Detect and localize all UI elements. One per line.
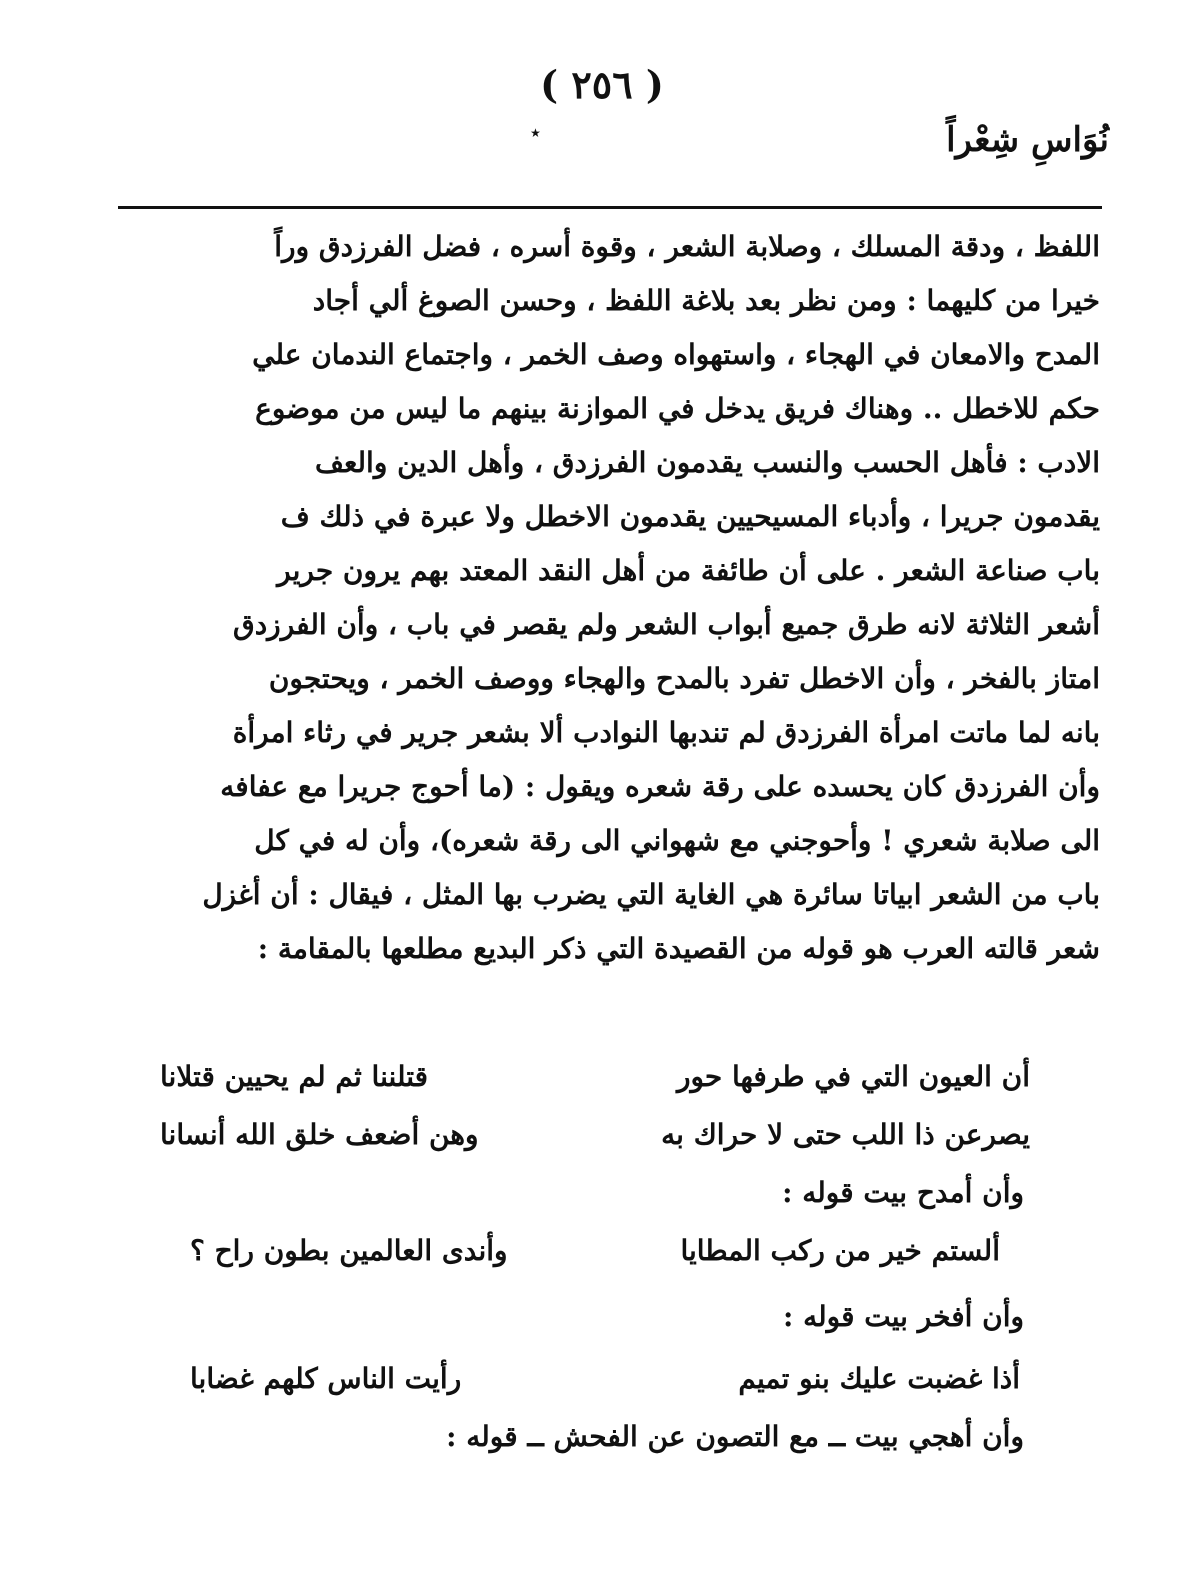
paragraph-line: خيرا من كليهما : ومن نظر بعد بلاغة اللفظ ، وحسن الصوغ ألي أجاد [312,284,1100,317]
header-mark: ٭ [530,120,541,144]
verse-first-hemistich: أن العيون التي في طرفها حور [676,1060,1030,1093]
paragraph-line: باب من الشعر ابياتا سائرة هي الغاية التي يضرب بها المثل ، فيقال : أن أغزل [202,878,1100,911]
paragraph-line: يقدمون جريرا ، وأدباء المسيحيين يقدمون الاخطل ولا عبرة في ذلك ف [280,500,1100,533]
header-rule [118,206,1102,209]
paragraph-line: بانه لما ماتت امرأة الفرزدق لم تندبها النوادب ألا بشعر جرير في رثاء امرأة [232,716,1100,749]
verse-3 [190,1234,1000,1284]
verse-first-hemistich: أذا غضبت عليك بنو تميم [738,1362,1020,1395]
intro-line-2: وأن أفخر بيت قوله : [782,1300,1024,1333]
paragraph-line: أشعر الثلاثة لانه طرق جميع أبواب الشعر ولم يقصر في باب ، وأن الفرزدق [232,608,1100,641]
paragraph-line: شعر قالته العرب هو قوله من القصيدة التي ذكر البديع مطلعها بالمقامة : [257,932,1100,965]
paragraph-line: حكم للاخطل .. وهناك فريق يدخل في الموازنة بينهم ما ليس من موضوع [255,392,1100,425]
running-title: نُوَاسِ شِعْراً [946,120,1109,160]
verse-2 [160,1118,1030,1168]
verse-second-hemistich: وهن أضعف خلق الله أنسانا [160,1118,479,1151]
main-paragraph [100,220,1100,976]
page-number: ( ٢٥٦ ) [540,62,664,107]
paragraph-line: المدح والامعان في الهجاء ، واستهواه وصف الخمر ، واجتماع الندمان علي [252,338,1100,371]
paragraph-line: الى صلابة شعري ! وأحوجني مع شهواني الى رقة شعره)، وأن له في كل [254,824,1100,857]
paragraph-line: اللفظ ، ودقة المسلك ، وصلابة الشعر ، وقوة أسره ، فضل الفرزدق وراً [274,230,1100,263]
verse-1 [160,1060,1030,1110]
paragraph-line: امتاز بالفخر ، وأن الاخطل تفرد بالمدح والهجاء ووصف الخمر ، ويحتجون [268,662,1100,695]
intro-line-3: وأن أهجي بيت ــ مع التصون عن الفحش ــ قوله : [446,1420,1024,1453]
verse-second-hemistich: قتلننا ثم لم يحيين قتلانا [160,1060,429,1093]
verse-4 [190,1362,1020,1412]
paragraph-line: الادب : فأهل الحسب والنسب يقدمون الفرزدق ، وأهل الدين والعف [315,446,1100,479]
verse-second-hemistich: رأيت الناس كلهم غضابا [190,1362,462,1395]
paragraph-line: باب صناعة الشعر . على أن طائفة من أهل النقد المعتد بهم يرون جرير [277,554,1100,587]
intro-line-1: وأن أمدح بيت قوله : [782,1176,1024,1209]
paragraph-line: وأن الفرزدق كان يحسده على رقة شعره ويقول : (ما أحوج جريرا مع عفافه [220,770,1100,803]
verse-second-hemistich: وأندى العالمين بطون راح ؟ [190,1234,508,1267]
verse-first-hemistich: ألستم خير من ركب المطايا [680,1234,1000,1267]
verse-first-hemistich: يصرعن ذا اللب حتى لا حراك به [661,1118,1030,1151]
